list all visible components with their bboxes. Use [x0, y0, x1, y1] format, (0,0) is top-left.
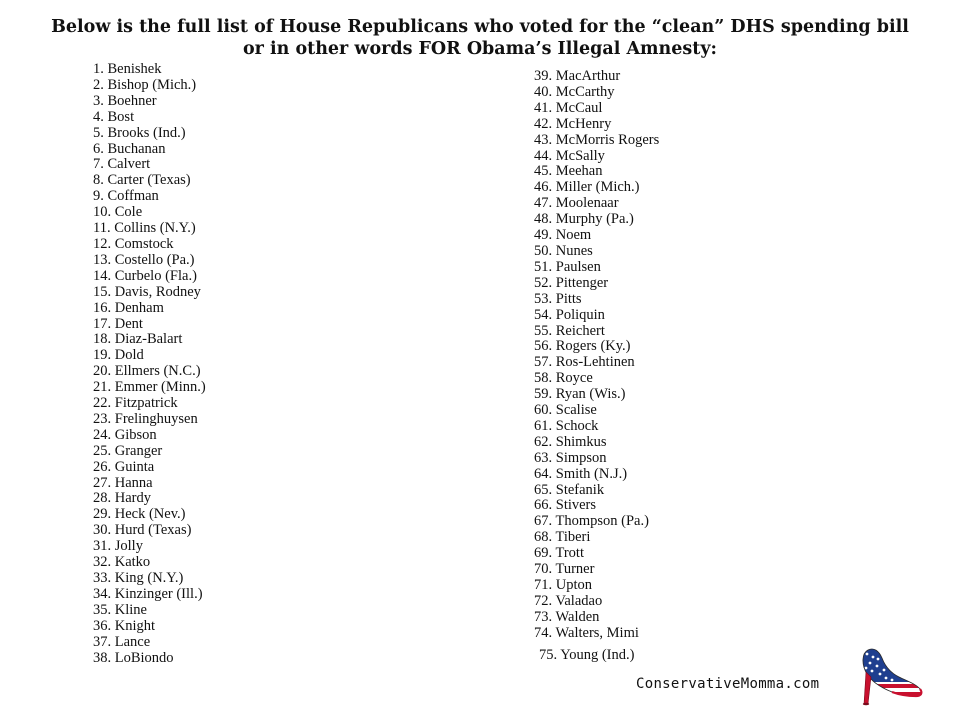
list-item: 53. Pitts [534, 290, 582, 307]
list-item: 16. Denham [93, 299, 164, 316]
list-item: 27. Hanna [93, 474, 153, 491]
list-item: 45. Meehan [534, 163, 603, 180]
list-item: 58. Royce [534, 370, 593, 387]
list-item: 36. Knight [93, 617, 156, 634]
list-item: 38. LoBiondo [93, 649, 174, 666]
list-item: 13. Costello (Pa.) [93, 251, 195, 268]
list-item: 35. Kline [93, 601, 147, 618]
list-item: 62. Shimkus [534, 433, 607, 450]
list-item: 39. MacArthur [534, 68, 621, 84]
list-item: 1. Benishek [93, 61, 162, 77]
list-item: 67. Thompson (Pa.) [534, 513, 649, 530]
list-item: 29. Heck (Nev.) [93, 506, 186, 523]
list-item: 9. Coffman [93, 188, 159, 205]
list-item: 68. Tiberi [534, 529, 591, 546]
list-item: 64. Smith (N.J.) [534, 465, 628, 482]
list-item: 44. McSally [534, 147, 605, 164]
list-item: 24. Gibson [93, 426, 157, 443]
list-item: 48. Murphy (Pa.) [534, 211, 634, 228]
list-item: 23. Frelinghuysen [93, 410, 198, 427]
title-line-2: or in other words FOR Obama’s Illegal Amnesty: [243, 39, 717, 59]
list-item: 6. Buchanan [93, 140, 166, 157]
representatives-list-left [93, 62, 206, 666]
list-item: 7. Calvert [93, 156, 151, 173]
list-item: 43. McMorris Rogers [534, 131, 660, 148]
list-item: 32. Katko [93, 554, 151, 571]
list-item: 66. Stivers [534, 497, 597, 514]
list-item: 72. Valadao [534, 592, 603, 609]
title-line-1: Below is the full list of House Republicans who voted for the “clean” DHS spending bill [51, 17, 909, 37]
list-item: 74. Walters, Mimi [534, 624, 639, 641]
list-item: 8. Carter (Texas) [93, 172, 191, 189]
list-item: 26. Guinta [93, 458, 155, 475]
list-item: 3. Boehner [93, 92, 157, 109]
page-title [0, 16, 960, 60]
list-item: 12. Comstock [93, 235, 174, 252]
list-item: 75. Young (Ind.) [539, 647, 635, 663]
list-item: 10. Cole [93, 204, 143, 221]
list-item: 46. Miller (Mich.) [534, 179, 640, 196]
list-item: 20. Ellmers (N.C.) [93, 363, 201, 380]
stars-and-stripes-high-heel-icon [858, 644, 924, 708]
list-item: 70. Turner [534, 561, 595, 578]
list-item: 30. Hurd (Texas) [93, 522, 192, 539]
list-item: 34. Kinzinger (Ill.) [93, 585, 203, 602]
list-item: 73. Walden [534, 608, 600, 625]
list-item: 14. Curbelo (Fla.) [93, 267, 197, 284]
list-item: 11. Collins (N.Y.) [93, 220, 196, 237]
list-item: 21. Emmer (Minn.) [93, 379, 206, 396]
list-item: 18. Diaz-Balart [93, 331, 183, 348]
list-item: 22. Fitzpatrick [93, 395, 178, 412]
list-item: 65. Stefanik [534, 481, 605, 498]
list-item: 55. Reichert [534, 322, 605, 339]
list-item: 69. Trott [534, 545, 584, 562]
representatives-list-right [534, 69, 659, 642]
list-item: 59. Ryan (Wis.) [534, 386, 626, 403]
list-item: 54. Poliquin [534, 306, 605, 323]
list-item: 71. Upton [534, 577, 592, 593]
list-item: 60. Scalise [534, 402, 597, 419]
list-item: 51. Paulsen [534, 258, 601, 275]
list-item: 5. Brooks (Ind.) [93, 124, 186, 141]
list-item: 33. King (N.Y.) [93, 570, 184, 586]
list-item: 52. Pittenger [534, 274, 609, 291]
site-watermark: ConservativeMomma.com [636, 676, 820, 692]
list-item: 57. Ros-Lehtinen [534, 354, 635, 371]
list-item: 37. Lance [93, 633, 151, 650]
list-item: 19. Dold [93, 347, 144, 364]
list-item: 28. Hardy [93, 490, 151, 507]
list-item: 31. Jolly [93, 538, 143, 555]
list-item: 56. Rogers (Ky.) [534, 338, 631, 355]
list-item: 15. Davis, Rodney [93, 283, 201, 300]
list-item: 63. Simpson [534, 449, 607, 466]
list-item: 61. Schock [534, 417, 599, 434]
list-item: 41. McCaul [534, 99, 603, 116]
list-item: 49. Noem [534, 227, 592, 244]
list-item: 40. McCarthy [534, 83, 615, 100]
list-item: 2. Bishop (Mich.) [93, 76, 197, 93]
list-item: 42. McHenry [534, 115, 612, 132]
list-item: 4. Bost [93, 108, 135, 125]
list-item: 47. Moolenaar [534, 195, 619, 212]
list-item: 25. Granger [93, 442, 163, 459]
list-item: 50. Nunes [534, 242, 593, 259]
list-item: 17. Dent [93, 315, 143, 332]
